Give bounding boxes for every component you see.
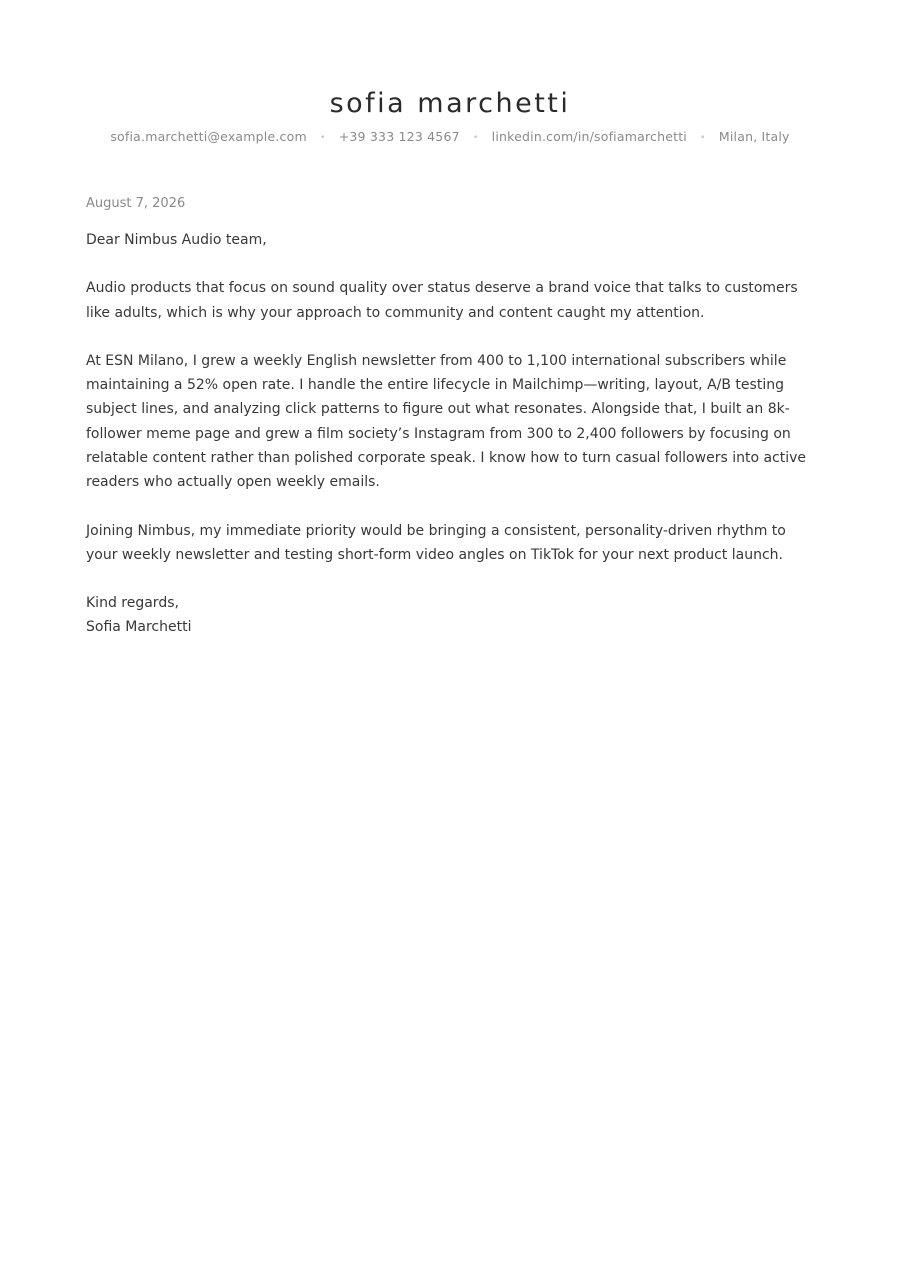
contact-linkedin: linkedin.com/in/sofiamarchetti xyxy=(491,129,687,144)
letter-body xyxy=(86,194,816,639)
contact-separator: • xyxy=(700,133,706,143)
letter-paragraph: At ESN Milano, I grew a weekly English newsletter from 400 to 1,100 international subscribers while maintaining a 52% open rate. I handle the entire lifecycle in Mailchimp—writing, layout, A/B testing subject lines, and analyzing click patterns to figure out what resonates. Alongside that, I built an 8k-follower meme page and grew a film society’s Instagram from 300 to 2,400 followers by focusing on relatable content rather than polished corporate speak. I know how to turn casual followers into active readers who actually open weekly emails. xyxy=(86,352,807,491)
letter-closing-block xyxy=(86,591,816,639)
contact-separator: • xyxy=(472,133,479,143)
letter-signature: Sofia Marchetti xyxy=(86,619,192,636)
contact-phone: +39 333 123 4567 xyxy=(338,129,460,144)
letter-paragraph: Audio products that focus on sound quality over status deserve a brand voice that talks to customers like adults, which is why your approach to community and content caught my attention. xyxy=(86,280,798,321)
contact-line xyxy=(0,129,900,146)
letter-closing: Kind regards, xyxy=(86,595,179,612)
contact-location: Milan, Italy xyxy=(718,129,790,144)
letter-greeting: Dear Nimbus Audio team, xyxy=(86,232,267,248)
sender-name: sofia marchetti xyxy=(329,88,571,119)
letter-date: August 7, 2026 xyxy=(86,196,186,211)
letter-paragraph: Joining Nimbus, my immediate priority would be bringing a consistent, personality-driven rhythm to your weekly newsletter and testing short-form video angles on TikTok for your next product launch. xyxy=(86,522,786,563)
contact-separator: • xyxy=(320,133,326,143)
contact-email: sofia.marchetti@example.com xyxy=(110,129,307,144)
letter-header xyxy=(0,84,900,146)
